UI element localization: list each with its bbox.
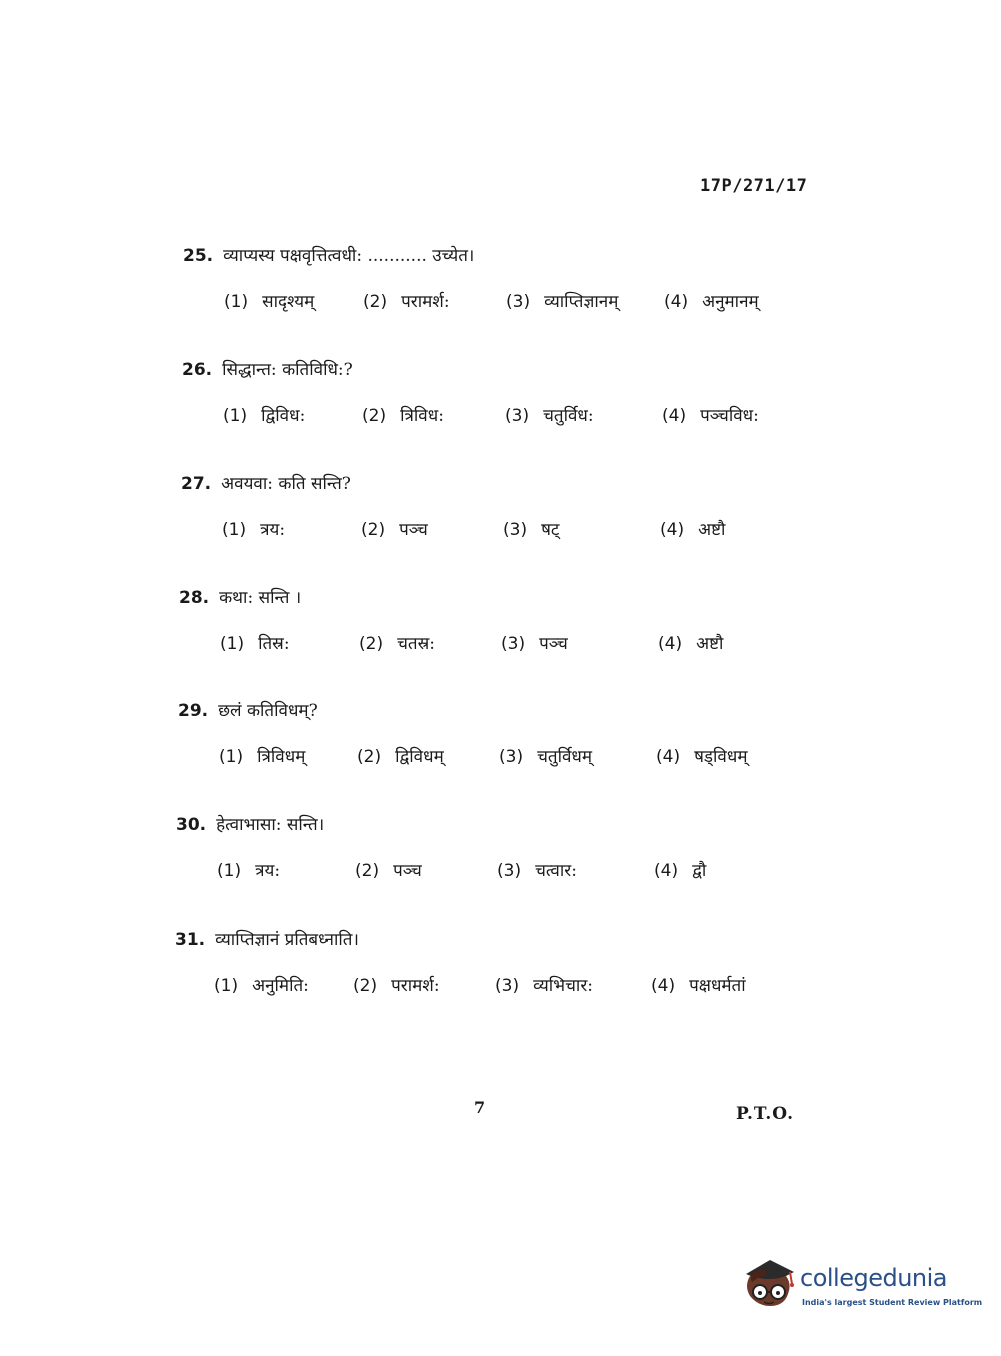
question-number: 26. <box>182 360 213 380</box>
option-4: (4) पञ्चविध: <box>662 406 759 426</box>
question-30 <box>0 812 900 912</box>
option-1: (1) द्विविध: <box>223 406 306 426</box>
question-text: अवयवा: कति सन्ति? <box>221 474 351 494</box>
option-3: (3) षट् <box>503 520 560 540</box>
collegedunia-logo <box>740 1248 983 1318</box>
logo-wordmark: collegedunia <box>800 1264 948 1292</box>
question-number: 27. <box>181 474 212 494</box>
option-3: (3) व्याप्तिज्ञानम् <box>506 292 619 312</box>
question-text: व्याप्यस्य पक्षवृत्तित्वधी: ........... उच्येत। <box>223 246 475 266</box>
option-4: (4) अष्टौ <box>658 634 724 654</box>
question-28 <box>0 585 900 685</box>
option-1: (1) त्रय: <box>217 861 281 881</box>
option-2: (2) द्विविधम् <box>357 747 444 767</box>
question-number: 28. <box>179 588 210 608</box>
option-2: (2) परामर्श: <box>353 976 440 996</box>
question-text: व्याप्तिज्ञानं प्रतिबध्नाति। <box>215 930 359 950</box>
mascot-icon <box>740 1252 798 1312</box>
question-number: 31. <box>175 930 206 950</box>
option-1: (1) अनुमिति: <box>214 976 309 996</box>
page-number: 7 <box>474 1098 486 1117</box>
option-2: (2) चतस्र: <box>359 634 435 654</box>
question-25 <box>0 243 900 343</box>
question-29 <box>0 698 900 798</box>
option-1: (1) सादृश्यम् <box>224 292 315 312</box>
question-text: सिद्धान्त: कतिविधि:? <box>222 360 353 380</box>
option-1: (1) त्रय: <box>222 520 286 540</box>
option-3: (3) पञ्च <box>501 634 568 654</box>
question-number: 29. <box>178 701 209 721</box>
question-text: कथा: सन्ति । <box>219 588 302 608</box>
option-1: (1) त्रिविधम् <box>219 747 306 767</box>
option-4: (4) अनुमानम् <box>664 292 759 312</box>
question-31 <box>0 927 900 1027</box>
option-4: (4) पक्षधर्मतां <box>651 976 746 996</box>
question-26 <box>0 357 900 457</box>
question-27 <box>0 471 900 571</box>
option-2: (2) पञ्च <box>361 520 428 540</box>
logo-tagline: India's largest Student Review Platform <box>802 1298 983 1307</box>
option-3: (3) चतुर्विधम् <box>499 747 593 767</box>
option-4: (4) षड्विधम् <box>656 747 748 767</box>
option-3: (3) चत्वार: <box>497 861 577 881</box>
paper-code: 17P/271/17 <box>700 176 808 196</box>
pto-label: P.T.O. <box>736 1104 794 1124</box>
option-2: (2) परामर्श: <box>363 292 450 312</box>
question-number: 25. <box>183 246 214 266</box>
question-text: हेत्वाभासा: सन्ति। <box>216 815 325 835</box>
question-number: 30. <box>176 815 207 835</box>
option-4: (4) द्वौ <box>654 861 707 881</box>
option-1: (1) तिस्र: <box>220 634 290 654</box>
option-3: (3) व्यभिचार: <box>495 976 594 996</box>
option-2: (2) त्रिविध: <box>362 406 444 426</box>
question-text: छलं कतिविधम्? <box>218 701 318 721</box>
option-3: (3) चतुर्विध: <box>505 406 594 426</box>
option-4: (4) अष्टौ <box>660 520 726 540</box>
option-2: (2) पञ्च <box>355 861 422 881</box>
